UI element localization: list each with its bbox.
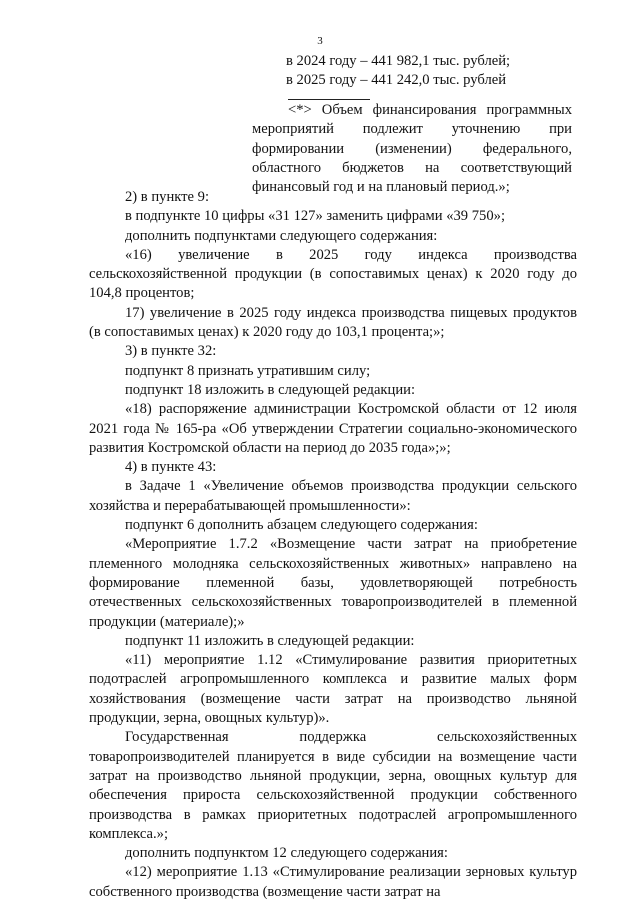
paragraph: «Мероприятие 1.7.2 «Возмещение части затрат на приобретение племенного молодняка сельскохозяйственных животных» направлено на формирование племенной базы, удовлетворяющей потребность отечественных сельскохозяйственных товаропроизводителей в племенной продукции (материале);» bbox=[89, 536, 577, 630]
paragraph: подпункт 18 изложить в следующей редакции: bbox=[125, 381, 416, 398]
paragraph: 17) увеличение в 2025 году индекса производства пищевых продуктов (в сопоставимых ценах) к 2020 году до 103,1 процента;»; bbox=[89, 304, 577, 341]
paragraph: подпункт 8 признать утратившим силу; bbox=[125, 362, 371, 379]
paragraph: 3) в пункте 32: bbox=[125, 343, 217, 360]
funding-lines bbox=[286, 52, 586, 91]
paragraph: 4) в пункте 43: bbox=[125, 459, 217, 476]
paragraph: подпункт 6 дополнить абзацем следующего содержания: bbox=[125, 517, 478, 534]
funding-line-2024: в 2024 году – 441 982,1 тыс. рублей; bbox=[286, 53, 511, 69]
paragraph: Государственная поддержка сельскохозяйственных товаропроизводителей планируется в виде субсидии на возмещение части затрат на производство льняной продукции, зерна, овощных культур для обеспечения прироста сельскохозяйственной продукции собственного производства в рамках приоритетных подотраслей агропромышленного комплекса.»; bbox=[89, 729, 577, 842]
paragraph: в Задаче 1 «Увеличение объемов производства продукции сельского хозяйства и перерабатывающей промышленности»: bbox=[89, 478, 577, 514]
paragraph: «11) мероприятие 1.12 «Стимулирование развития приоритетных подотраслей агропромышленного комплекса и развитие малых форм хозяйствования (возмещение части затрат на производство льняной продукции, зерна, овощных культур)». bbox=[89, 652, 577, 727]
footnote-separator bbox=[288, 99, 370, 100]
page-number: 3 bbox=[317, 35, 323, 47]
paragraph: дополнить подпунктом 12 следующего содержания: bbox=[125, 845, 448, 862]
paragraph: в подпункте 10 цифры «31 127» заменить цифрами «39 750»; bbox=[125, 208, 505, 225]
footnote: <*> Объем финансирования программных мероприятий подлежит уточнению при формировании (изменении) федерального, областного бюджетов на соответствующий финансовый год и на плановый период.»; bbox=[252, 102, 572, 196]
paragraph: дополнить подпунктами следующего содержания: bbox=[125, 227, 438, 244]
document-body bbox=[89, 188, 577, 902]
paragraph: подпункт 11 изложить в следующей редакции: bbox=[125, 632, 415, 649]
funding-line-2025: в 2025 году – 441 242,0 тыс. рублей bbox=[286, 72, 507, 89]
paragraph: «18) распоряжение администрации Костромской области от 12 июля 2021 года № 165-ра «Об утверждении Стратегии социально-экономического развития Костромской области на период до 2035 года»;»; bbox=[89, 401, 577, 456]
paragraph: «12) мероприятие 1.13 «Стимулирование реализации зерновых культур собственного производства (возмещение части затрат на bbox=[89, 864, 577, 900]
paragraph: «16) увеличение в 2025 году индекса производства сельскохозяйственной продукции (в сопоставимых ценах) к 2020 году до 104,8 процентов; bbox=[89, 246, 577, 302]
paragraph: 2) в пункте 9: bbox=[125, 189, 210, 205]
